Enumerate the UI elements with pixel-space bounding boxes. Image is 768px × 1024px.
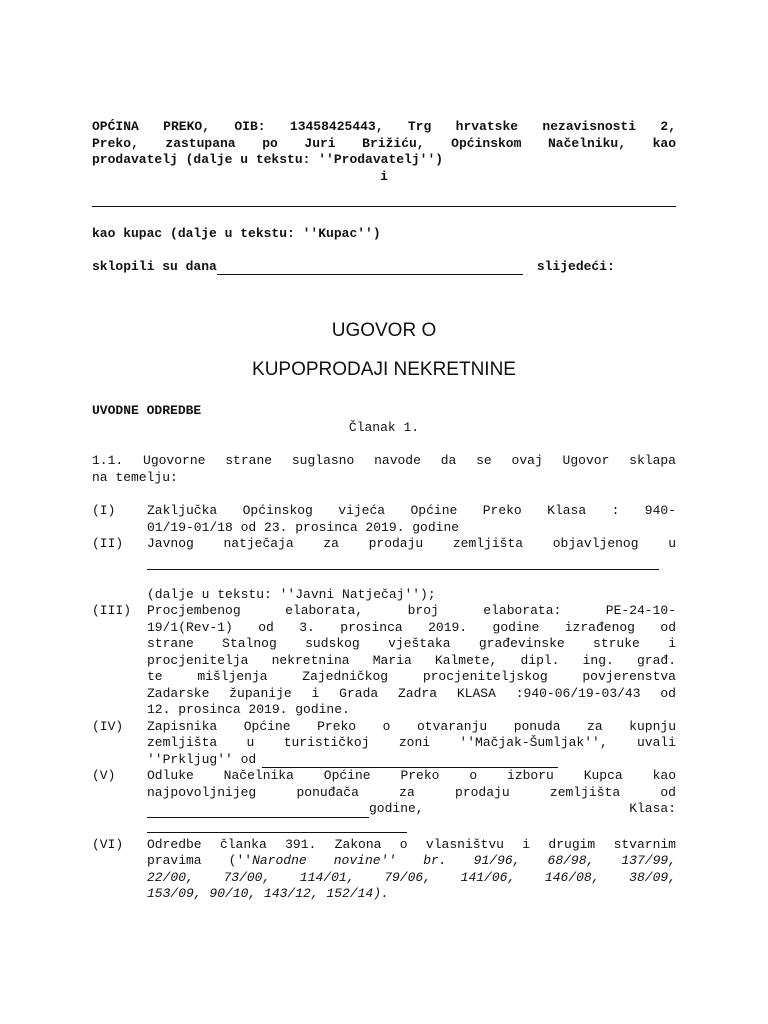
item-text: zemljišta u turističkoj zoni ''Mačjak-Šumljak'', uvali — [147, 735, 676, 750]
concluded-text: sklopili su dana — [92, 258, 217, 274]
item-text: Odluke Načelnika Općine Preko o izboru Kupca kao — [147, 768, 676, 783]
item-text: najpovoljnijeg ponuđača za prodaju zemljišta od — [147, 784, 676, 800]
list-item — [92, 719, 676, 769]
list-item — [92, 536, 676, 603]
item-text: procjenitelja nekretnina Maria Kalmete, dipl. ing. građ. — [147, 652, 676, 668]
list-item — [92, 503, 676, 536]
seller-line-3: prodavatelj (dalje u tekstu: ''Prodavatelj'') — [92, 152, 444, 167]
seller-line-2: Preko, zastupana po Juri Brižiću, Općinskom Načelniku, kao — [92, 135, 676, 151]
item-text: Klasa: — [629, 801, 676, 816]
intro-line-1: 1.1. Ugovorne strane suglasno navode da se ovaj Ugovor sklapa — [92, 453, 676, 468]
contract-title-line-2: KUPOPRODAJI NEKRETNINE — [252, 359, 516, 380]
item-text: (dalje u tekstu: ''Javni Natječaj''); — [147, 586, 436, 602]
publication-blank — [147, 553, 659, 571]
decision-date-blank — [147, 817, 369, 818]
seller-party-block — [92, 119, 676, 185]
item-text: 01/19-01/18 od 23. prosinca 2019. godine — [147, 519, 460, 535]
date-blank — [217, 274, 523, 275]
item-text: Procjembenog elaborata, broj elaborata: PE-24-10- — [147, 603, 676, 618]
intro-line-2: na temelju: — [92, 469, 178, 485]
item-text: Zapisnika Općine Preko o otvaranju ponuda za kupnju — [147, 718, 676, 734]
item-number: (II) — [92, 536, 124, 551]
and-connector: i — [380, 168, 388, 184]
item-text: strane Stalnog sudskog vještaka građevinske struke i — [147, 636, 676, 651]
item-text: pravima ('' — [147, 853, 253, 868]
contract-document — [92, 119, 676, 903]
item-text: 12. prosinca 2019. godine. — [147, 702, 350, 717]
item-number: (V) — [92, 768, 116, 783]
item-number: (I) — [92, 503, 116, 518]
item-number: (VI) — [92, 836, 124, 852]
gazette-citation: 22/00, 73/00, 114/01, 79/06, 141/06, 146/08, 38/09, — [147, 869, 676, 885]
item-text: godine, — [369, 801, 424, 816]
list-item — [92, 837, 676, 903]
item-text: 19/1(Rev-1) od 3. prosinca 2019. godine izrađenog od — [147, 619, 676, 635]
item-text: Odredbe članka 391. Zakona o vlasništvu i drugim stvarnim — [147, 836, 676, 852]
decision-class-blank — [147, 818, 407, 833]
item-text: ''Prkljug'' od — [147, 751, 257, 767]
item-text: Javnog natječaja za prodaju zemljišta objavljenog u — [147, 536, 676, 551]
item-text: Zadarske županije i Grada Zadra KLASA :940-06/19-03/43 od — [147, 685, 676, 701]
item-number: (III) — [92, 603, 132, 618]
article-heading: Članak 1. — [348, 419, 420, 435]
following-text: slijedeći: — [536, 258, 615, 274]
contract-title-line-1: UGOVOR O — [331, 320, 437, 341]
item-text: te mišljenja Zajedničkog procjeniteljskog povjerenstva — [147, 669, 676, 684]
gazette-citation: 153/09, 90/10, 143/12, 152/14). — [147, 886, 389, 901]
seller-line-1: OPĆINA PREKO, OIB: 13458425443, Trg hrvatske nezavisnosti 2, — [92, 119, 676, 134]
section-heading: UVODNE ODREDBE — [92, 403, 202, 418]
concluded-date-line — [92, 259, 676, 276]
item-text: Zaključka Općinskog vijeća Općine Preko Klasa : 940- — [147, 503, 676, 518]
gazette-citation: Narodne novine'' br. 91/96, 68/98, 137/99, — [252, 853, 676, 868]
item-number: (IV) — [92, 718, 124, 734]
list-item — [92, 603, 676, 719]
list-item — [92, 768, 676, 833]
buyer-role-line: kao kupac (dalje u tekstu: ''Kupac'') — [92, 226, 381, 241]
